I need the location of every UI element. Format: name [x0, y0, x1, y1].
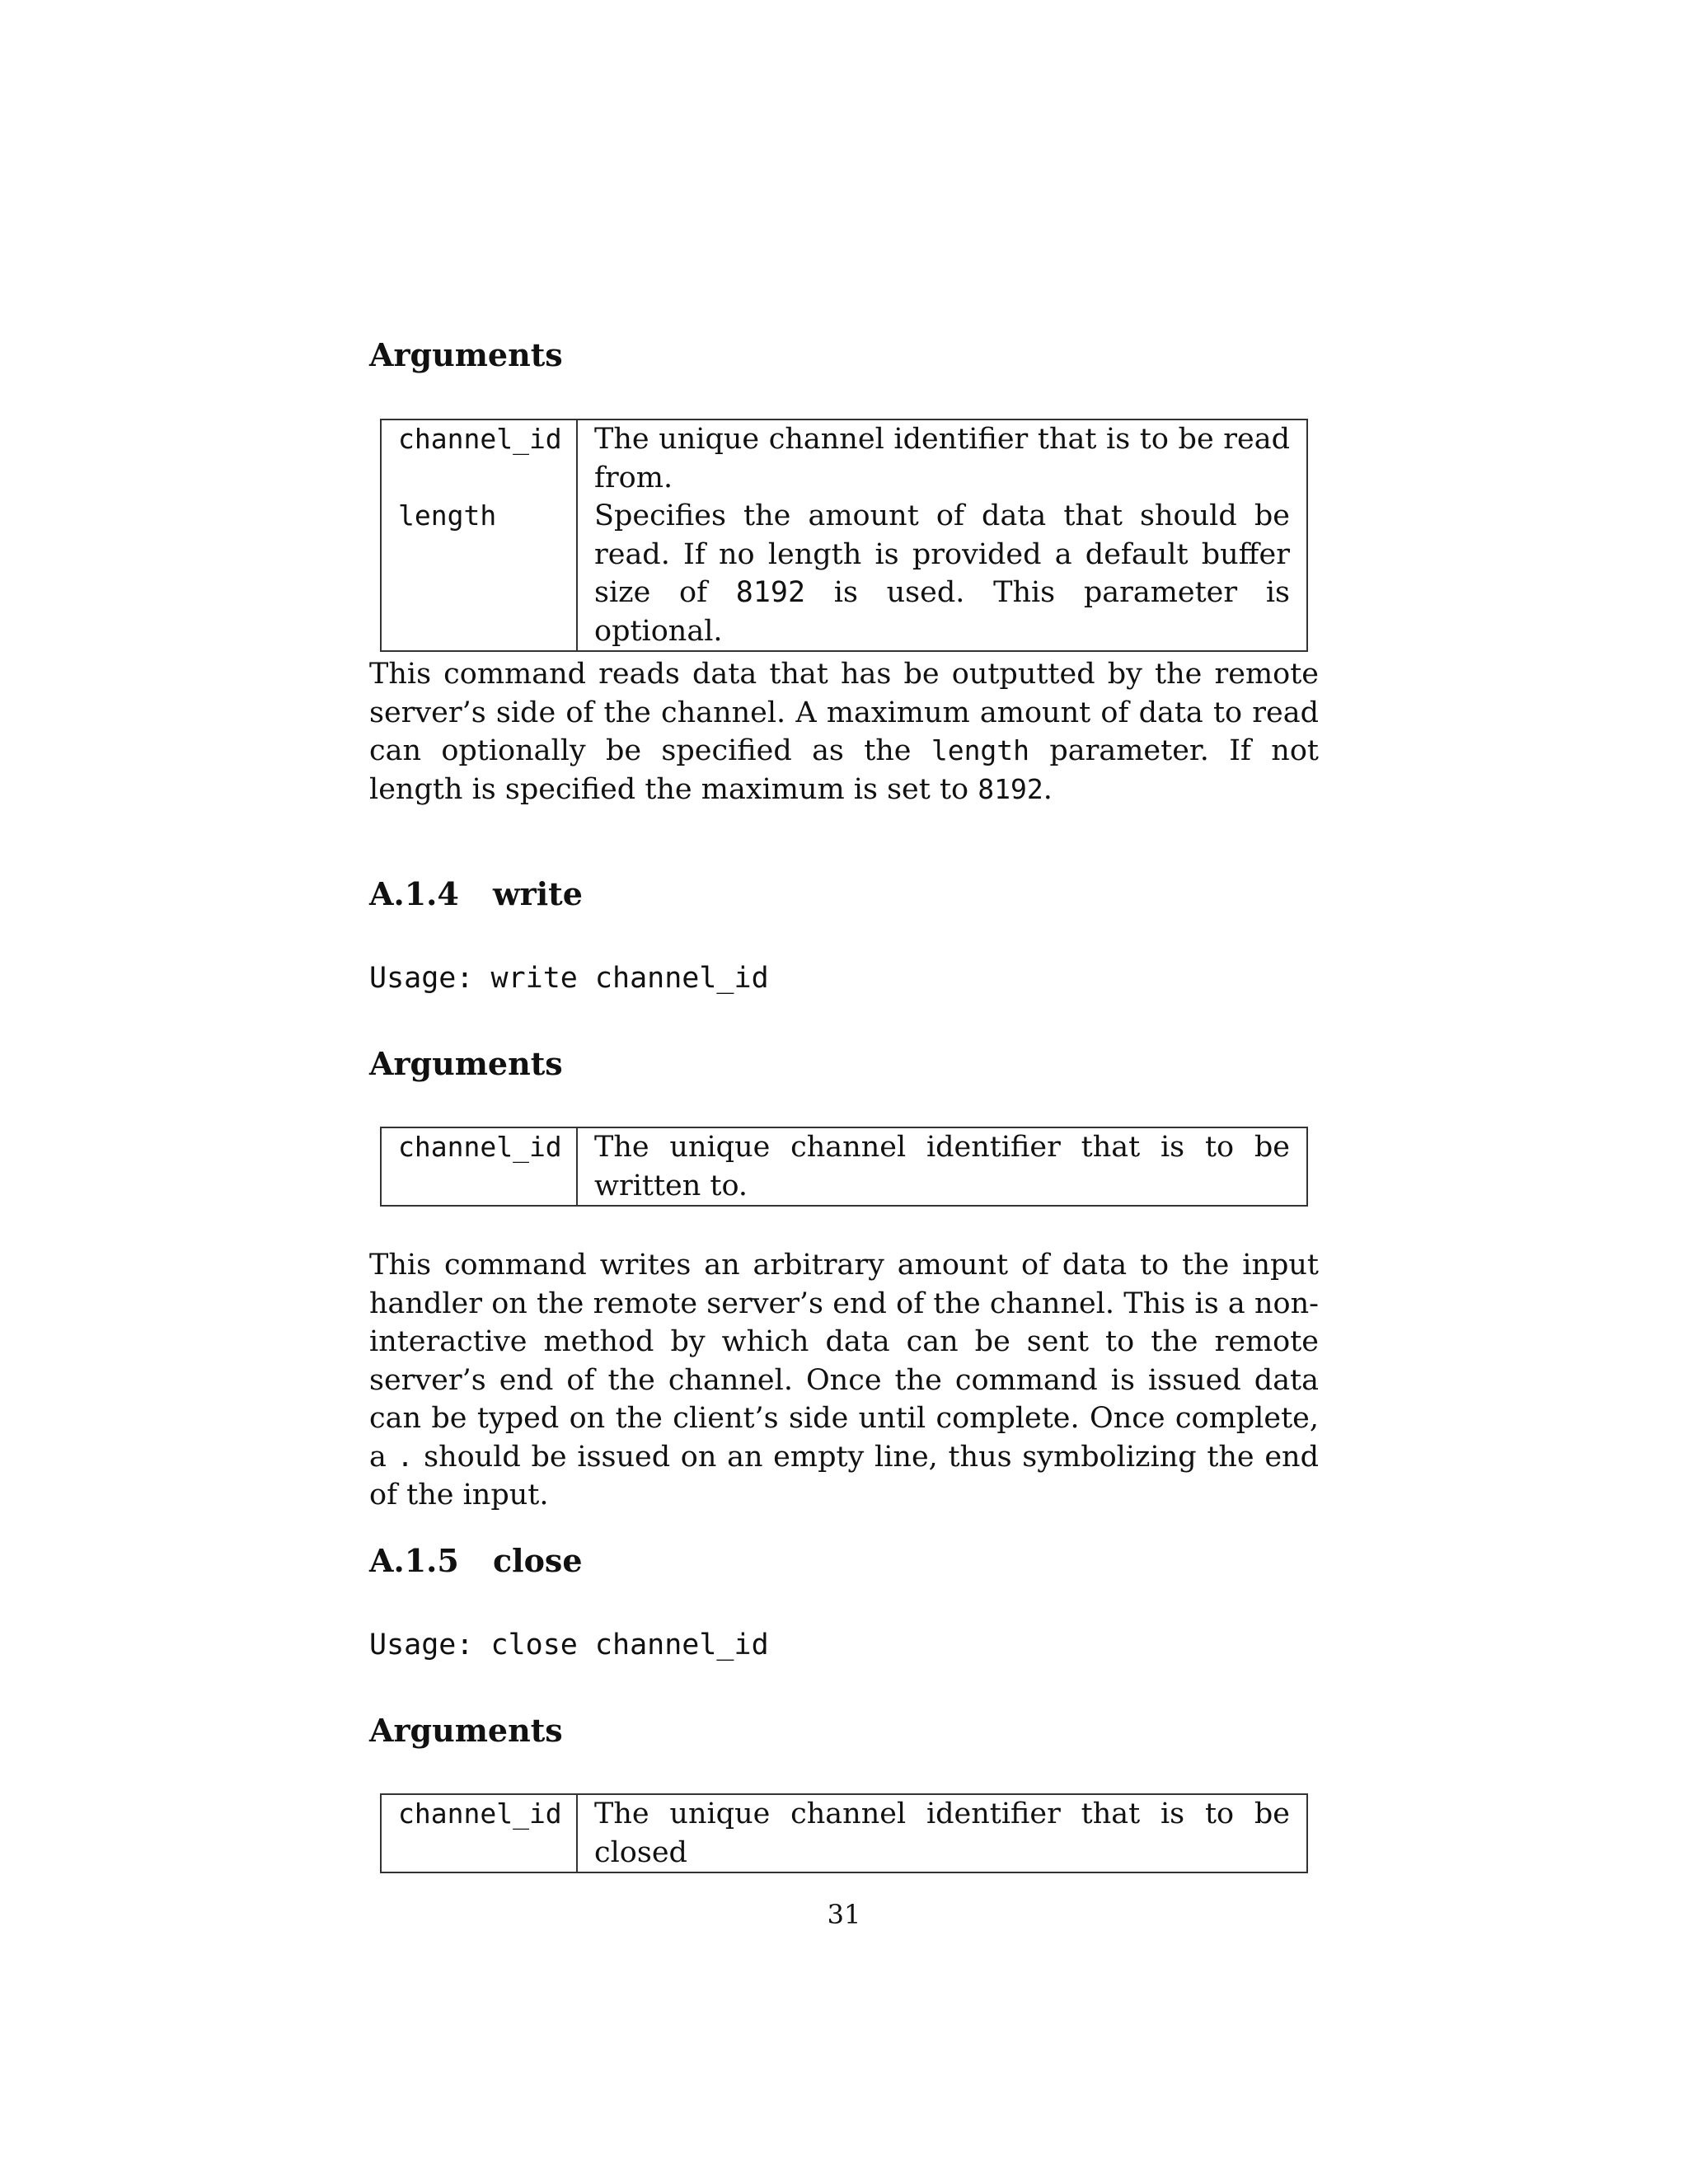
argument-description-text: is used. This parameter is optional. — [594, 576, 1290, 648]
paragraph — [369, 655, 1319, 808]
argument-name: channel_id — [381, 1794, 577, 1872]
subsection-number: A.1.5 — [369, 1542, 459, 1579]
subsection-number: A.1.4 — [369, 875, 459, 912]
subsection-heading-write — [369, 875, 1319, 913]
paragraph-text: should be issued on an empty line, thus symbolizing the end of the input. — [369, 1440, 1319, 1511]
table-row — [381, 419, 1307, 497]
argument-description-code: 8192 — [735, 576, 806, 609]
inline-code: length — [931, 734, 1030, 766]
argument-description-text: Specifies the amount of data that should be read. If no length is provided a default buffer size of — [594, 499, 1290, 609]
usage-line: Usage: write channel_id — [369, 962, 769, 995]
arguments-heading-read — [369, 336, 1319, 374]
arguments-heading-close — [369, 1712, 1319, 1750]
argument-name: channel_id — [381, 1127, 577, 1206]
paragraph-text: This command reads data that has be outputted by the remote server’s side of the channel. A maximum amount of data to read can optionally be specified as the — [369, 658, 1319, 767]
subsection-heading-close — [369, 1542, 1319, 1580]
subsection-title: write — [493, 875, 583, 912]
argument-name: length — [381, 497, 577, 651]
usage-close — [369, 1626, 1319, 1664]
subsection-title: close — [493, 1542, 583, 1579]
paragraph-text: parameter. If not length is specified the maximum is set to — [369, 734, 1319, 806]
usage-write — [369, 959, 1319, 997]
read-description — [369, 655, 1319, 808]
argument-description: The unique channel identifier that is to be read from. — [594, 423, 1290, 494]
arguments-heading-write — [369, 1045, 1319, 1083]
table-row — [381, 1794, 1307, 1872]
inline-code: 8192 — [978, 772, 1043, 805]
write-arguments-table — [380, 1127, 1308, 1207]
section-heading: Arguments — [369, 336, 563, 373]
section-heading: Arguments — [369, 1045, 563, 1082]
argument-name: channel_id — [381, 419, 577, 497]
argument-description: The unique channel identifier that is to be closed — [594, 1797, 1290, 1869]
paragraph-text: This command writes an arbitrary amount of data to the input handler on the remote server’s end of the channel. This is a non-interactive method by which data can be sent to the remote server’s end of the channel. Once the command is issued data can be typed on the client’s side until complete. Once complete, a — [369, 1249, 1319, 1474]
read-arguments-table — [380, 419, 1308, 652]
write-description — [369, 1246, 1319, 1515]
paragraph-text: . — [1043, 772, 1053, 806]
table-row — [381, 497, 1307, 651]
paragraph — [369, 1246, 1319, 1515]
close-arguments-table — [380, 1793, 1308, 1873]
section-heading: Arguments — [369, 1712, 563, 1749]
usage-line: Usage: close channel_id — [369, 1629, 769, 1661]
argument-description — [577, 497, 1307, 651]
table-row — [381, 1127, 1307, 1206]
argument-description: The unique channel identifier that is to be written to. — [594, 1131, 1290, 1202]
page-number: 31 — [827, 1899, 861, 1930]
inline-code: . — [396, 1440, 414, 1473]
